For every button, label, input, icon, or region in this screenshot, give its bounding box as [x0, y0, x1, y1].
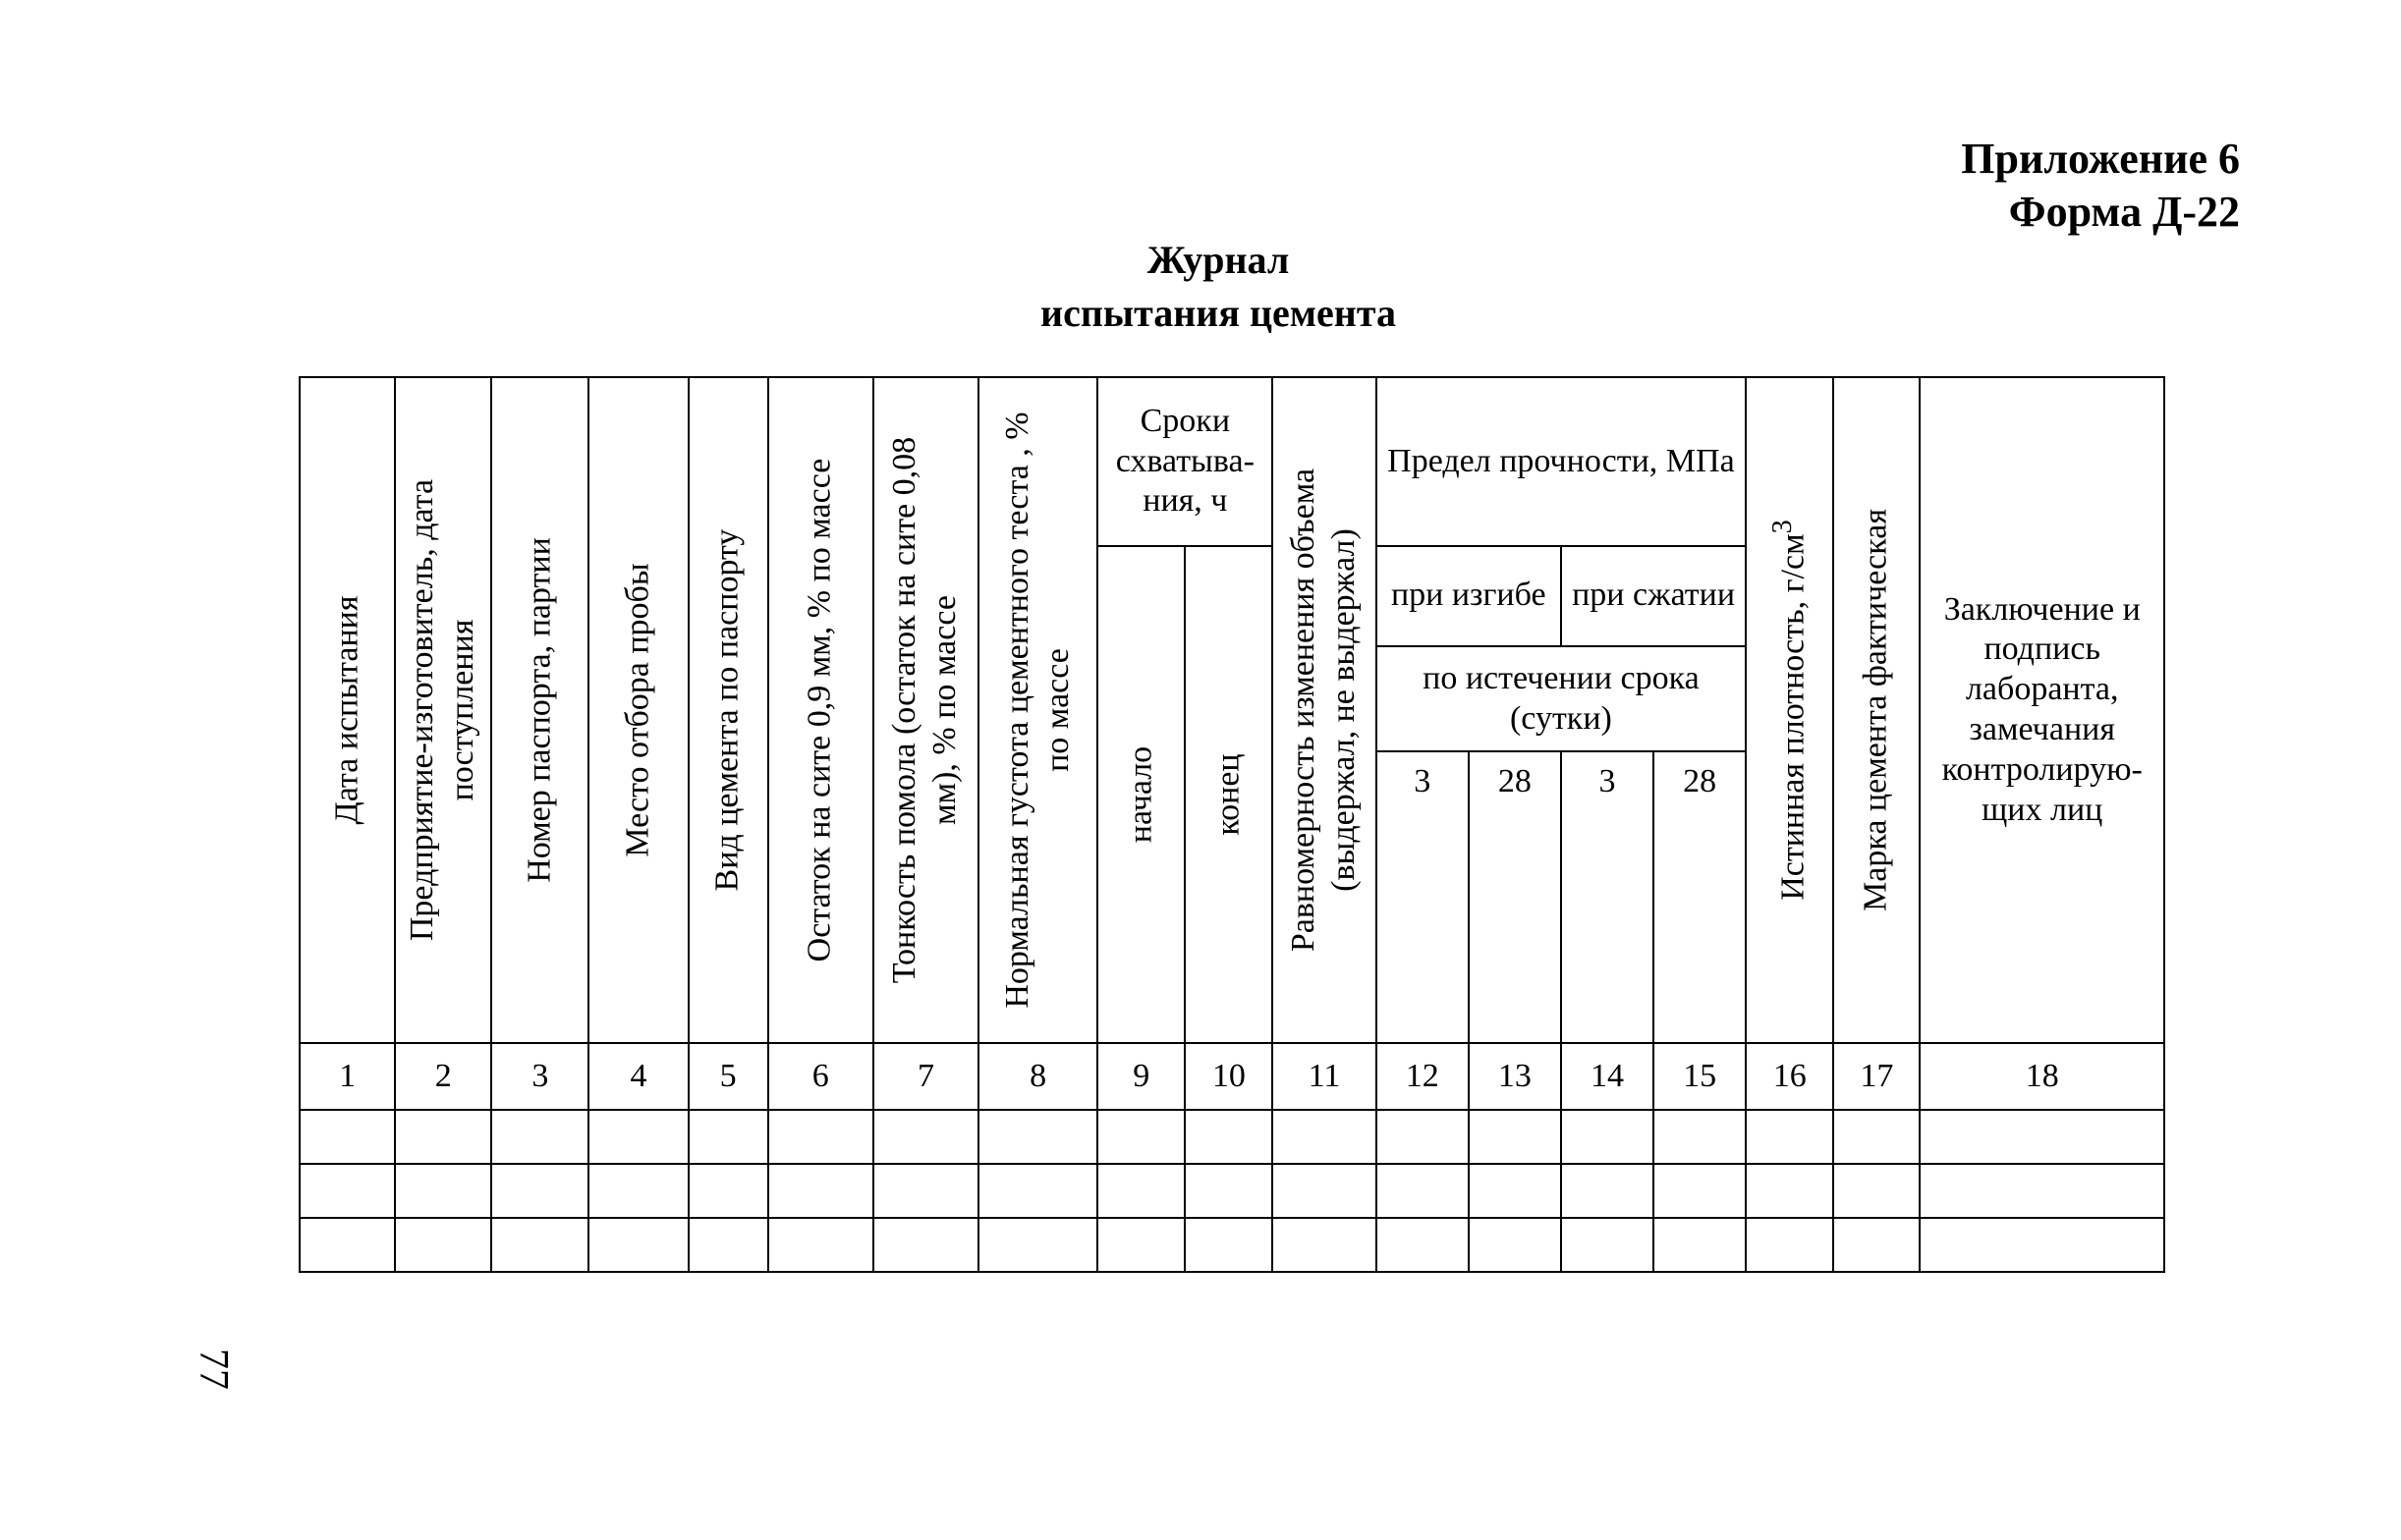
- form-label: Форма Д-22: [2008, 188, 2240, 236]
- column-number: 9: [1097, 1043, 1185, 1110]
- column-number: 13: [1469, 1043, 1561, 1110]
- column-number: 1: [300, 1043, 395, 1110]
- col-header-normal-consistency: Нормальная густота цементного теста , % по массе: [978, 377, 1097, 1043]
- col-header-manufacturer: Предприятие-изготовитель, дата поступления: [395, 377, 491, 1043]
- col-header-bending: при изгибе: [1376, 546, 1561, 646]
- col-header-compression: при сжатии: [1561, 546, 1746, 646]
- column-number: 4: [588, 1043, 688, 1110]
- column-number: 8: [978, 1043, 1097, 1110]
- col-header-bending-28: 28: [1469, 751, 1561, 1043]
- column-number: 11: [1272, 1043, 1375, 1110]
- appendix-header: [1961, 133, 2240, 239]
- col-header-actual-grade: Марка цемента фактическая: [1833, 377, 1920, 1043]
- column-number: 2: [395, 1043, 491, 1110]
- col-header-setting-start: начало: [1097, 546, 1185, 1043]
- document-title: [0, 234, 2401, 340]
- col-header-conclusion: Заключение и подпись лаборанта, замечания контролирую-щих лиц: [1920, 377, 2164, 1043]
- col-header-setting-time: Сроки схватыва-ния, ч: [1097, 377, 1272, 546]
- page-number: 77: [191, 1348, 236, 1390]
- col-header-setting-end: конец: [1185, 546, 1272, 1043]
- column-number: 5: [689, 1043, 768, 1110]
- column-number: 12: [1376, 1043, 1469, 1110]
- column-number: 16: [1746, 1043, 1833, 1110]
- column-number: 15: [1653, 1043, 1746, 1110]
- appendix-label: Приложение 6: [1961, 135, 2240, 183]
- empty-row: [300, 1164, 2164, 1218]
- col-header-bending-3: 3: [1376, 751, 1469, 1043]
- col-header-test-date: Дата испытания: [300, 377, 395, 1043]
- col-header-term-days: по истечении срока (сутки): [1376, 646, 1747, 752]
- column-number-row: [300, 1043, 2164, 1110]
- col-header-compression-28: 28: [1653, 751, 1746, 1043]
- column-number: 18: [1920, 1043, 2164, 1110]
- column-number: 3: [491, 1043, 588, 1110]
- column-number: 17: [1833, 1043, 1920, 1110]
- column-number: 10: [1185, 1043, 1272, 1110]
- column-number: 14: [1561, 1043, 1653, 1110]
- col-header-compression-3: 3: [1561, 751, 1653, 1043]
- col-header-passport-number: Номер паспорта, партии: [491, 377, 588, 1043]
- col-header-true-density: Истинная плотность, $г/см^3$: [1746, 377, 1833, 1043]
- cement-test-journal-table: [299, 376, 2165, 1273]
- column-number: 7: [873, 1043, 978, 1110]
- col-header-sieve-residue: Остаток на сите 0,9 мм, % по массе: [768, 377, 873, 1043]
- col-header-fineness: Тонкость помола (остаток на сите 0,08 мм), % по массе: [873, 377, 978, 1043]
- col-header-strength-limit: Предел прочности, МПа: [1376, 377, 1747, 546]
- col-header-sampling-place: Место отбора пробы: [588, 377, 688, 1043]
- empty-row: [300, 1110, 2164, 1164]
- title-line-1: Журнал: [1146, 238, 1290, 282]
- empty-row: [300, 1218, 2164, 1272]
- col-header-cement-type: Вид цемента по паспорту: [689, 377, 768, 1043]
- col-header-volume-uniformity: Равномерность изменения объема (выдержал, не выдержал): [1272, 377, 1375, 1043]
- title-line-2: испытания цемента: [1040, 291, 1396, 335]
- column-number: 6: [768, 1043, 873, 1110]
